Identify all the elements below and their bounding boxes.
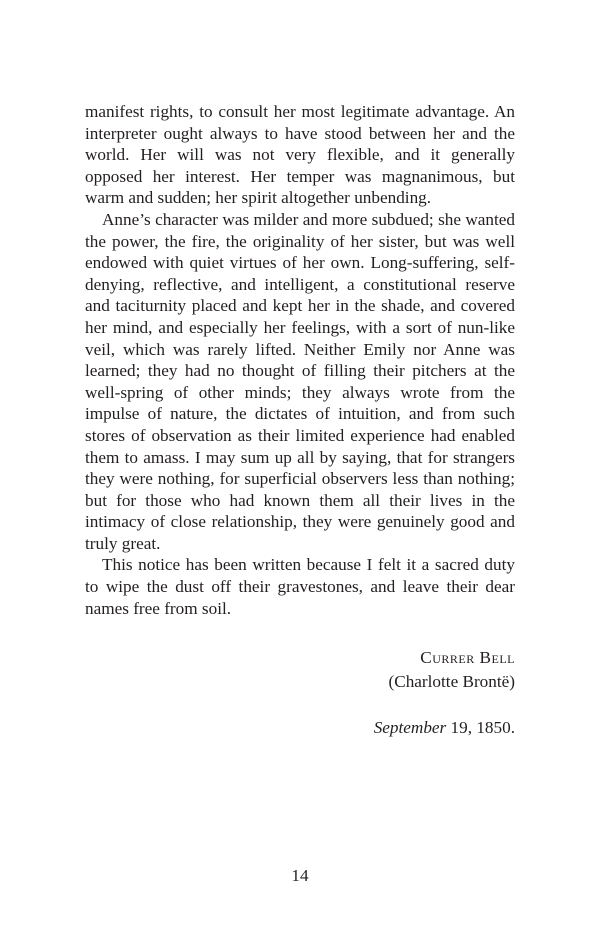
date-line xyxy=(85,716,515,740)
date-month: September xyxy=(373,718,447,738)
page-body xyxy=(85,101,515,740)
author-pseudonym: Currer Bell xyxy=(420,648,515,668)
page-number: 14 xyxy=(291,866,309,885)
paragraph-anne-character: Anne’s character was milder and more subdued; she wanted the power, the fire, the originality of her sister, but was well endowed with quiet virtues of her own. Long-suffering, self-denying, reflective, and intelligent, a constitutional reserve and taciturnity placed and kept her in the shade, and covered her mind, and especially her feelings, with a sort of nun-like veil, which was rarely lifted. Neither Emily nor Anne was learned; they had no thought of filling their pitchers at the well-spring of other minds; they always wrote from the impulse of nature, the dictates of intuition, and from such stores of observation as their limited experience had enabled them to amass. I may sum up all by saying, that for strangers they were nothing, for superficial observers less than nothing; but for those who had known them all their lives in the intimacy of close relationship, they were genuinely good and truly great. xyxy=(85,209,515,553)
author-real-name: (Charlotte Brontë) xyxy=(388,672,515,692)
paragraph-notice: This notice has been written because I felt it a sacred duty to wipe the dust off their gravestones, and leave their dear names free from soil. xyxy=(85,555,515,618)
paragraph-continuation: manifest rights, to consult her most legitimate advantage. An interpreter ought always to have stood between her and the world. Her will was not very flexible, and it generally opposed her interest. Her temper was magnanimous, but warm and sudden; her spirit altogether unbending. xyxy=(85,102,515,208)
signature-block xyxy=(85,646,515,694)
date-day-year: 19, 1850. xyxy=(446,718,515,738)
